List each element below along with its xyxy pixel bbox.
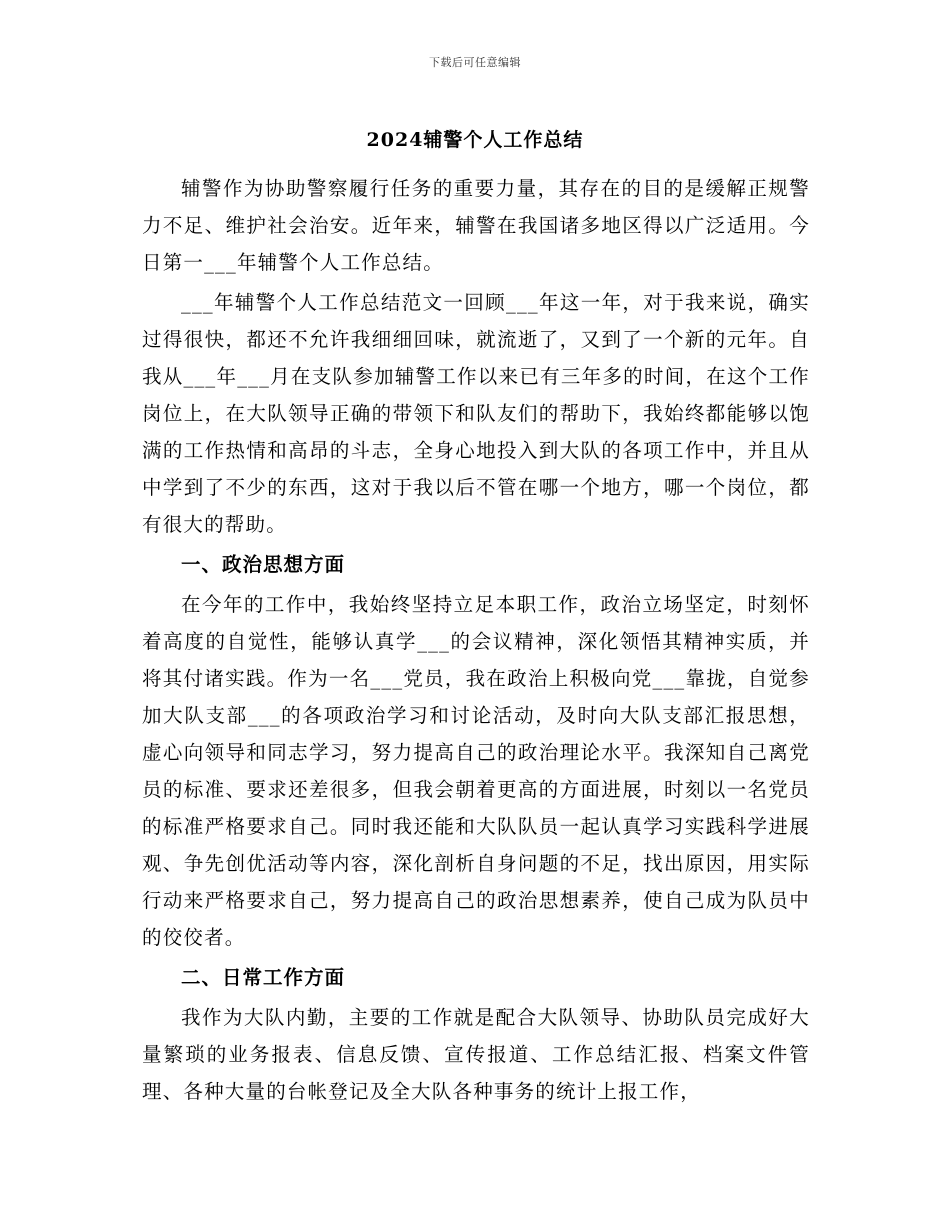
section-heading-politics: 一、政治思想方面: [181, 553, 346, 576]
intro-paragraph: 辅警作为协助警察履行任务的重要力量，其存在的目的是缓解正规警力不足、维护社会治安。近年来，辅警在我国诸多地区得以广泛适用。今日第一___年辅警个人工作总结。: [142, 177, 810, 274]
section-body-daily-work: 我作为大队内勤，主要的工作就是配合大队领导、协助队员完成好大量繁琐的业务报表、信息反馈、宣传报道、工作总结汇报、档案文件管理、各种大量的台帐登记及全大队各种事务的统计上报工作，: [142, 1006, 810, 1103]
header-note: 下载后可任意编辑: [429, 56, 521, 69]
document-body: [142, 170, 810, 1113]
review-paragraph: ___年辅警个人工作总结范文一回顾___年这一年，对于我来说，确实过得很快，都还不允许我细细回味，就流逝了，又到了一个新的元年。自我从___年___月在支队参加辅警工作以来已有三年多的时间，在这个工作岗位上，在大队领导正确的带领下和队友们的帮助下，我始终都能够以饱满的工作热情和高昂的斗志，全身心地投入到大队的各项工作中，并且从中学到了不少的东西，这对于我以后不管在哪一个地方，哪一个岗位，都有很大的帮助。: [142, 291, 810, 536]
section-body-politics: 在今年的工作中，我始终坚持立足本职工作，政治立场坚定，时刻怀着高度的自觉性，能够认真学___的会议精神，深化领悟其精神实质，并将其付诸实践。作为一名___党员，我在政治上积极向党___靠拢，自觉参加大队支部___的各项政治学习和讨论活动，及时向大队支部汇报思想，虚心向领导和同志学习，努力提高自己的政治理论水平。我深知自己离党员的标准、要求还差很多，但我会朝着更高的方面进展，时刻以一名党员的标准严格要求自己。同时我还能和大队队员一起认真学习实践科学进展观、争先创优活动等内容，深化剖析自身问题的不足，找出原因，用实际行动来严格要求自己，努力提高自己的政治思想素养，使自己成为队员中的佼佼者。: [142, 593, 810, 949]
document-title: 2024辅警个人工作总结: [366, 129, 584, 151]
section-heading-daily-work: 二、日常工作方面: [181, 966, 346, 989]
